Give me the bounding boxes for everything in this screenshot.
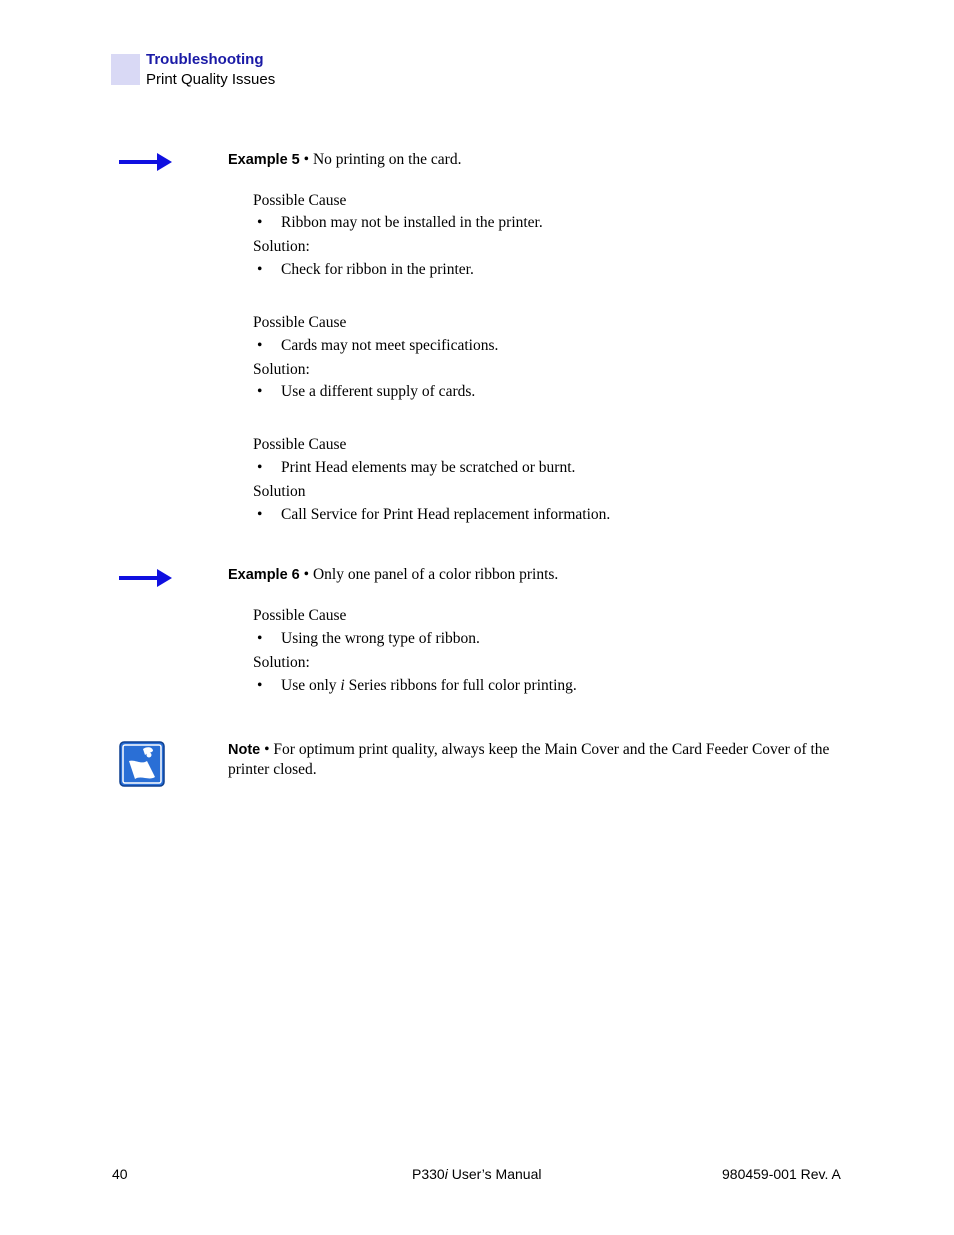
note-separator: • [260, 741, 274, 758]
solution-label: Solution [253, 483, 306, 500]
bullet: • [257, 630, 263, 647]
cause-label: Possible Cause [253, 607, 347, 624]
solution-label: Solution: [253, 361, 310, 378]
bullet: • [257, 506, 263, 523]
cause-text: Using the wrong type of ribbon. [281, 630, 480, 647]
manual-title-italic: i [444, 1166, 448, 1182]
note-text [228, 740, 843, 779]
example-text: Only one panel of a color ribbon prints. [312, 566, 559, 583]
cause-text: Ribbon may not be installed in the printer. [281, 214, 543, 231]
solution-text: Call Service for Print Head replacement information. [281, 506, 611, 523]
footer-doc-number: 980459-001 Rev. A [722, 1166, 841, 1182]
example-separator: • [299, 151, 313, 168]
footer-manual-title [412, 1166, 541, 1182]
example-text: No printing on the card. [312, 151, 462, 168]
bullet: • [257, 677, 263, 694]
solution-label: Solution: [253, 238, 310, 255]
solution-text: Check for ribbon in the printer. [281, 261, 474, 278]
solution-text-part: Use only [281, 677, 341, 694]
arrow-right-icon [119, 568, 173, 588]
cause-text: Print Head elements may be scratched or burnt. [281, 459, 576, 476]
bullet: • [257, 383, 263, 400]
solution-label: Solution: [253, 654, 310, 671]
example-label: Example 5 [228, 152, 300, 168]
cause-label: Possible Cause [253, 314, 347, 331]
solution-text-part: Series ribbons for full color printing. [344, 677, 577, 694]
bullet: • [257, 459, 263, 476]
bullet: • [257, 337, 263, 354]
cause-label: Possible Cause [253, 436, 347, 453]
bullet: • [257, 261, 263, 278]
example-6-heading [228, 566, 558, 584]
note-label: Note [228, 742, 261, 758]
note-icon [119, 741, 165, 787]
header-subsection-title: Print Quality Issues [146, 71, 276, 88]
example-5-heading [228, 151, 461, 169]
footer-page-number: 40 [112, 1166, 128, 1182]
solution-text [281, 677, 577, 695]
cause-text: Cards may not meet specifications. [281, 337, 499, 354]
manual-title-part: P330 [412, 1166, 445, 1182]
solution-text: Use a different supply of cards. [281, 383, 476, 400]
header-marker-box [111, 54, 140, 85]
header-section-title: Troubleshooting [146, 51, 264, 68]
note-body: For optimum print quality, always keep the Main Cover and the Card Feeder Cover of the printer closed. [228, 741, 830, 778]
example-label: Example 6 [228, 567, 300, 583]
cause-label: Possible Cause [253, 192, 347, 209]
solution-text-italic: i [340, 677, 345, 694]
arrow-right-icon [119, 152, 173, 172]
bullet: • [257, 214, 263, 231]
manual-title-part: User’s Manual [447, 1166, 542, 1182]
example-separator: • [299, 566, 313, 583]
